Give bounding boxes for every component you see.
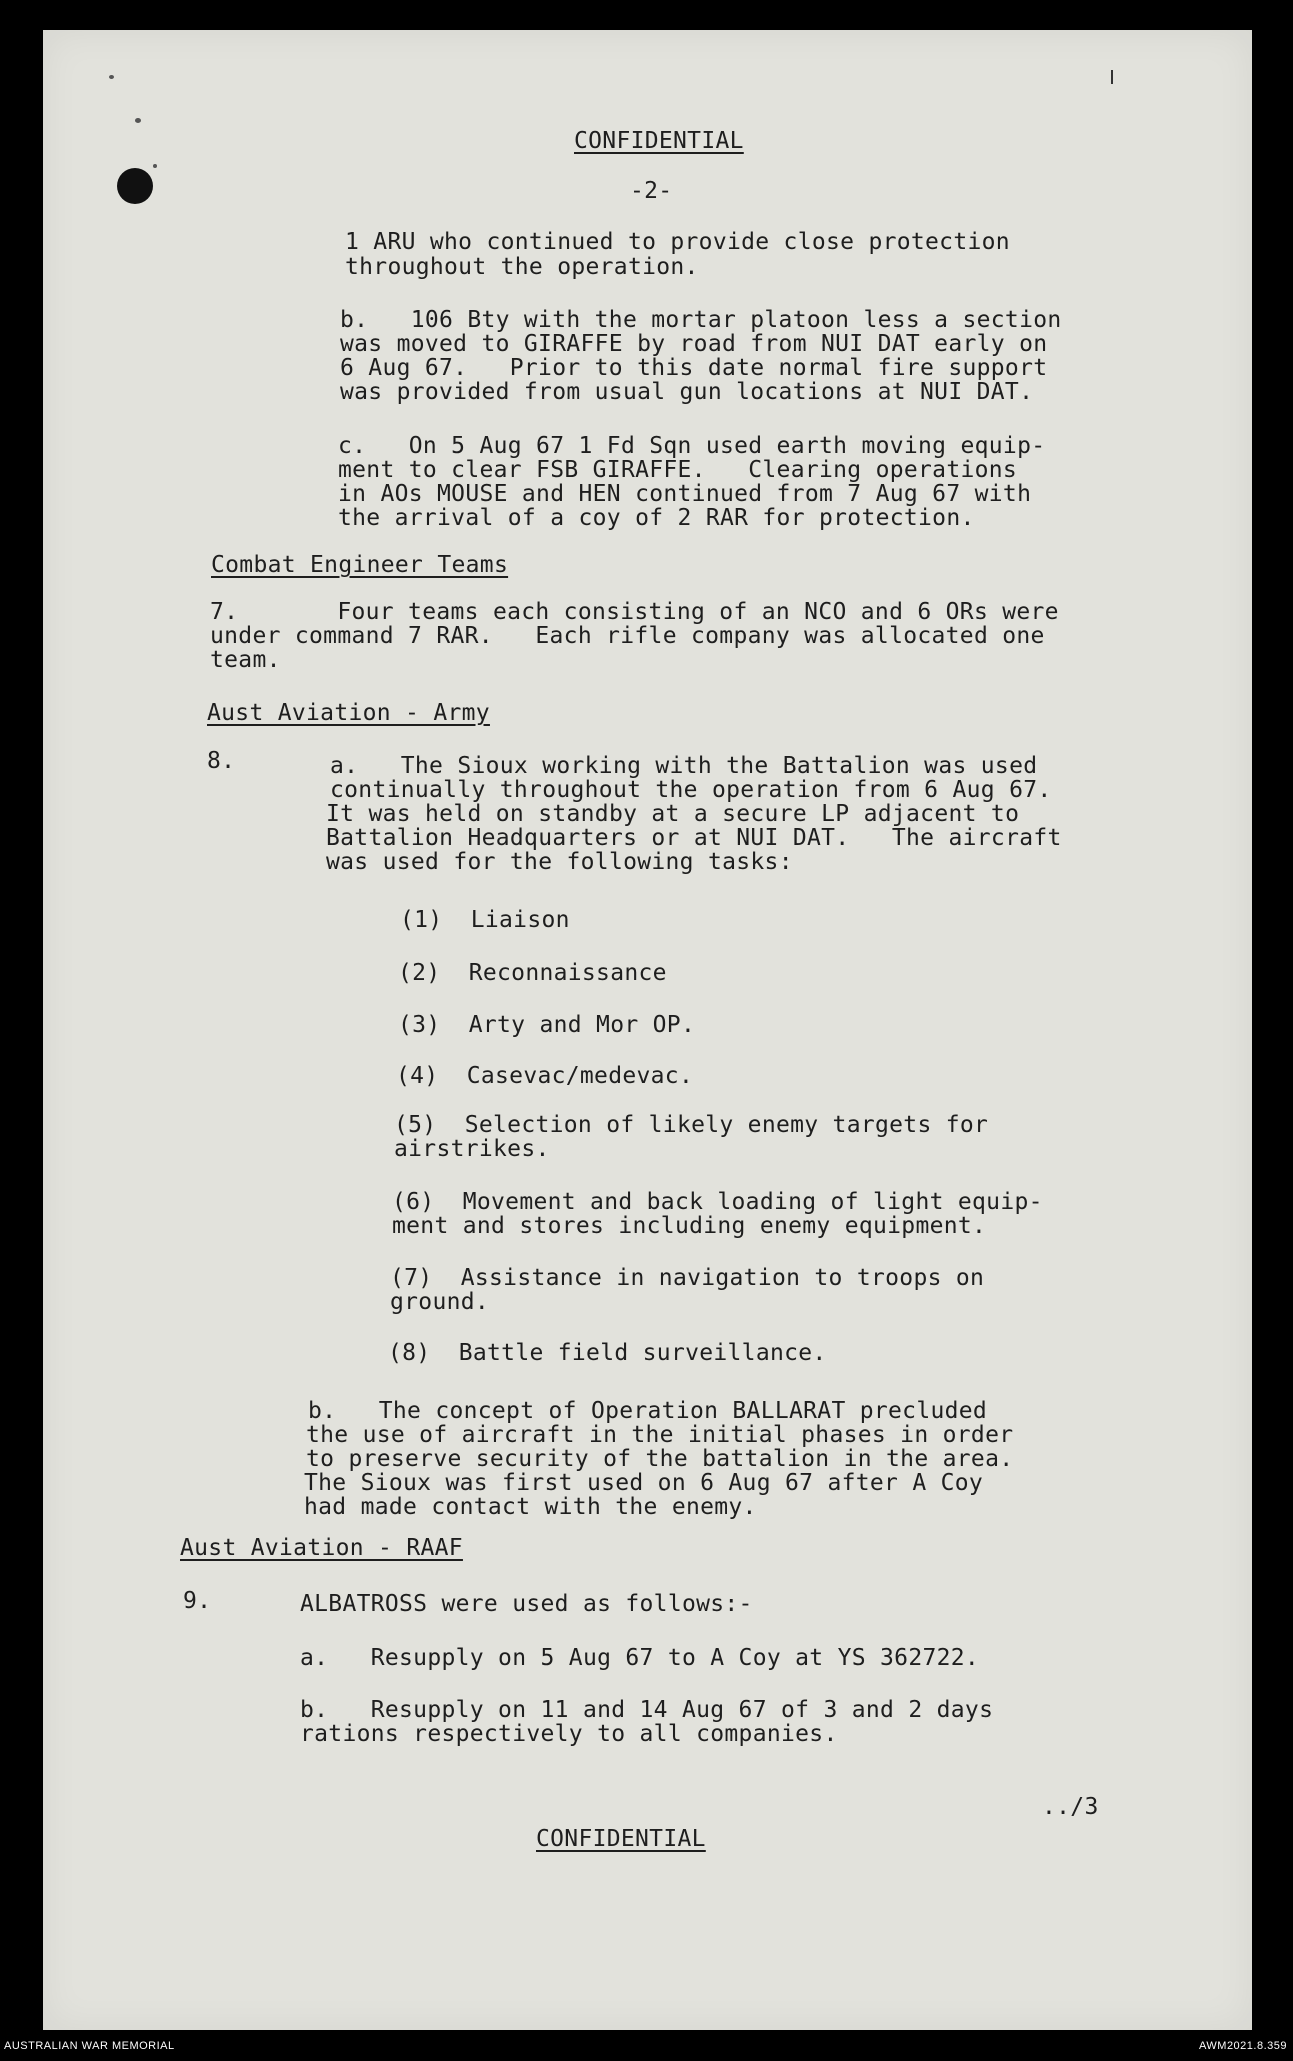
para6b-line: was provided from usual gun locations at NUI DAT. <box>340 379 1034 405</box>
task-item: (5) Selection of likely enemy targets for <box>394 1112 989 1138</box>
task-item: (1) Liaison <box>400 907 570 933</box>
task-item: (6) Movement and back loading of light equip- <box>392 1189 1043 1215</box>
para8b-line: the use of aircraft in the initial phases in order <box>306 1422 1014 1448</box>
task-item: ground. <box>390 1289 490 1315</box>
para9b-line: rations respectively to all companies. <box>300 1721 838 1747</box>
para7-line: team. <box>210 647 281 673</box>
para6c-line: ment to clear FSB GIRAFFE. Clearing operations <box>338 457 1018 483</box>
paper-speck <box>153 164 157 168</box>
task-item: (7) Assistance in navigation to troops on <box>390 1265 985 1291</box>
continuation-marker: ../3 <box>1042 1794 1099 1820</box>
para6-line: throughout the operation. <box>345 254 699 280</box>
section-heading-aviation-raaf: Aust Aviation - RAAF <box>180 1535 463 1561</box>
paper-speck <box>135 118 141 123</box>
para6c-line: in AOs MOUSE and HEN continued from 7 Aug 67 with <box>338 481 1032 507</box>
para8b-line: had made contact with the enemy. <box>304 1494 757 1520</box>
section-heading-aviation-army: Aust Aviation - Army <box>207 700 490 726</box>
para9b-line: b. Resupply on 11 and 14 Aug 67 of 3 and 2 days <box>300 1697 994 1723</box>
para6-line: 1 ARU who continued to provide close protection <box>345 229 1010 255</box>
para8b-line: The Sioux was first used on 6 Aug 67 after A Coy <box>304 1470 984 1496</box>
page-number: -2- <box>630 178 673 204</box>
paper-speck <box>109 75 114 79</box>
task-item: airstrikes. <box>394 1136 550 1162</box>
para6b-line: was moved to GIRAFFE by road from NUI DAT early on <box>340 331 1048 357</box>
task-item: (4) Casevac/medevac. <box>396 1063 694 1089</box>
para9-intro: ALBATROSS were used as follows:- <box>300 1591 753 1617</box>
punch-hole <box>117 168 153 204</box>
para9a: a. Resupply on 5 Aug 67 to A Coy at YS 362722. <box>300 1645 980 1671</box>
archive-label-left: AUSTRALIAN WAR MEMORIAL <box>4 2040 175 2052</box>
para8b-line: to preserve security of the battalion in the area. <box>306 1446 1014 1472</box>
classification-footer: CONFIDENTIAL <box>536 1826 706 1852</box>
para6c-line: c. On 5 Aug 67 1 Fd Sqn used earth moving equip- <box>338 433 1046 459</box>
para8a-line: a. The Sioux working with the Battalion was used <box>330 753 1038 779</box>
para8b-line: b. The concept of Operation BALLARAT precluded <box>308 1398 988 1424</box>
para8-number: 8. <box>207 748 236 774</box>
para6b-line: b. 106 Bty with the mortar platoon less a section <box>340 307 1062 333</box>
section-heading-combat-engineer: Combat Engineer Teams <box>211 552 509 578</box>
para7-line: under command 7 RAR. Each rifle company was allocated one <box>210 623 1045 649</box>
archive-id-right: AWM2021.8.359 <box>1198 2040 1287 2052</box>
para6b-line: 6 Aug 67. Prior to this date normal fire support <box>340 355 1048 381</box>
para9-number: 9. <box>183 1588 212 1614</box>
para8a-line: Battalion Headquarters or at NUI DAT. The aircraft <box>326 825 1062 851</box>
task-item: ment and stores including enemy equipment. <box>392 1213 987 1239</box>
para6c-line: the arrival of a coy of 2 RAR for protection. <box>338 505 975 531</box>
para8a-line: It was held on standby at a secure LP adjacent to <box>326 801 1020 827</box>
classification-header: CONFIDENTIAL <box>574 128 744 154</box>
task-item: (3) Arty and Mor OP. <box>398 1012 696 1038</box>
task-item: (2) Reconnaissance <box>398 960 667 986</box>
para8a-line: was used for the following tasks: <box>326 849 793 875</box>
paper-mark <box>1111 70 1113 84</box>
para8a-line: continually throughout the operation from 6 Aug 67. <box>330 777 1052 803</box>
para7-line: 7. Four teams each consisting of an NCO and 6 ORs were <box>210 599 1059 625</box>
task-item: (8) Battle field surveillance. <box>388 1340 827 1366</box>
